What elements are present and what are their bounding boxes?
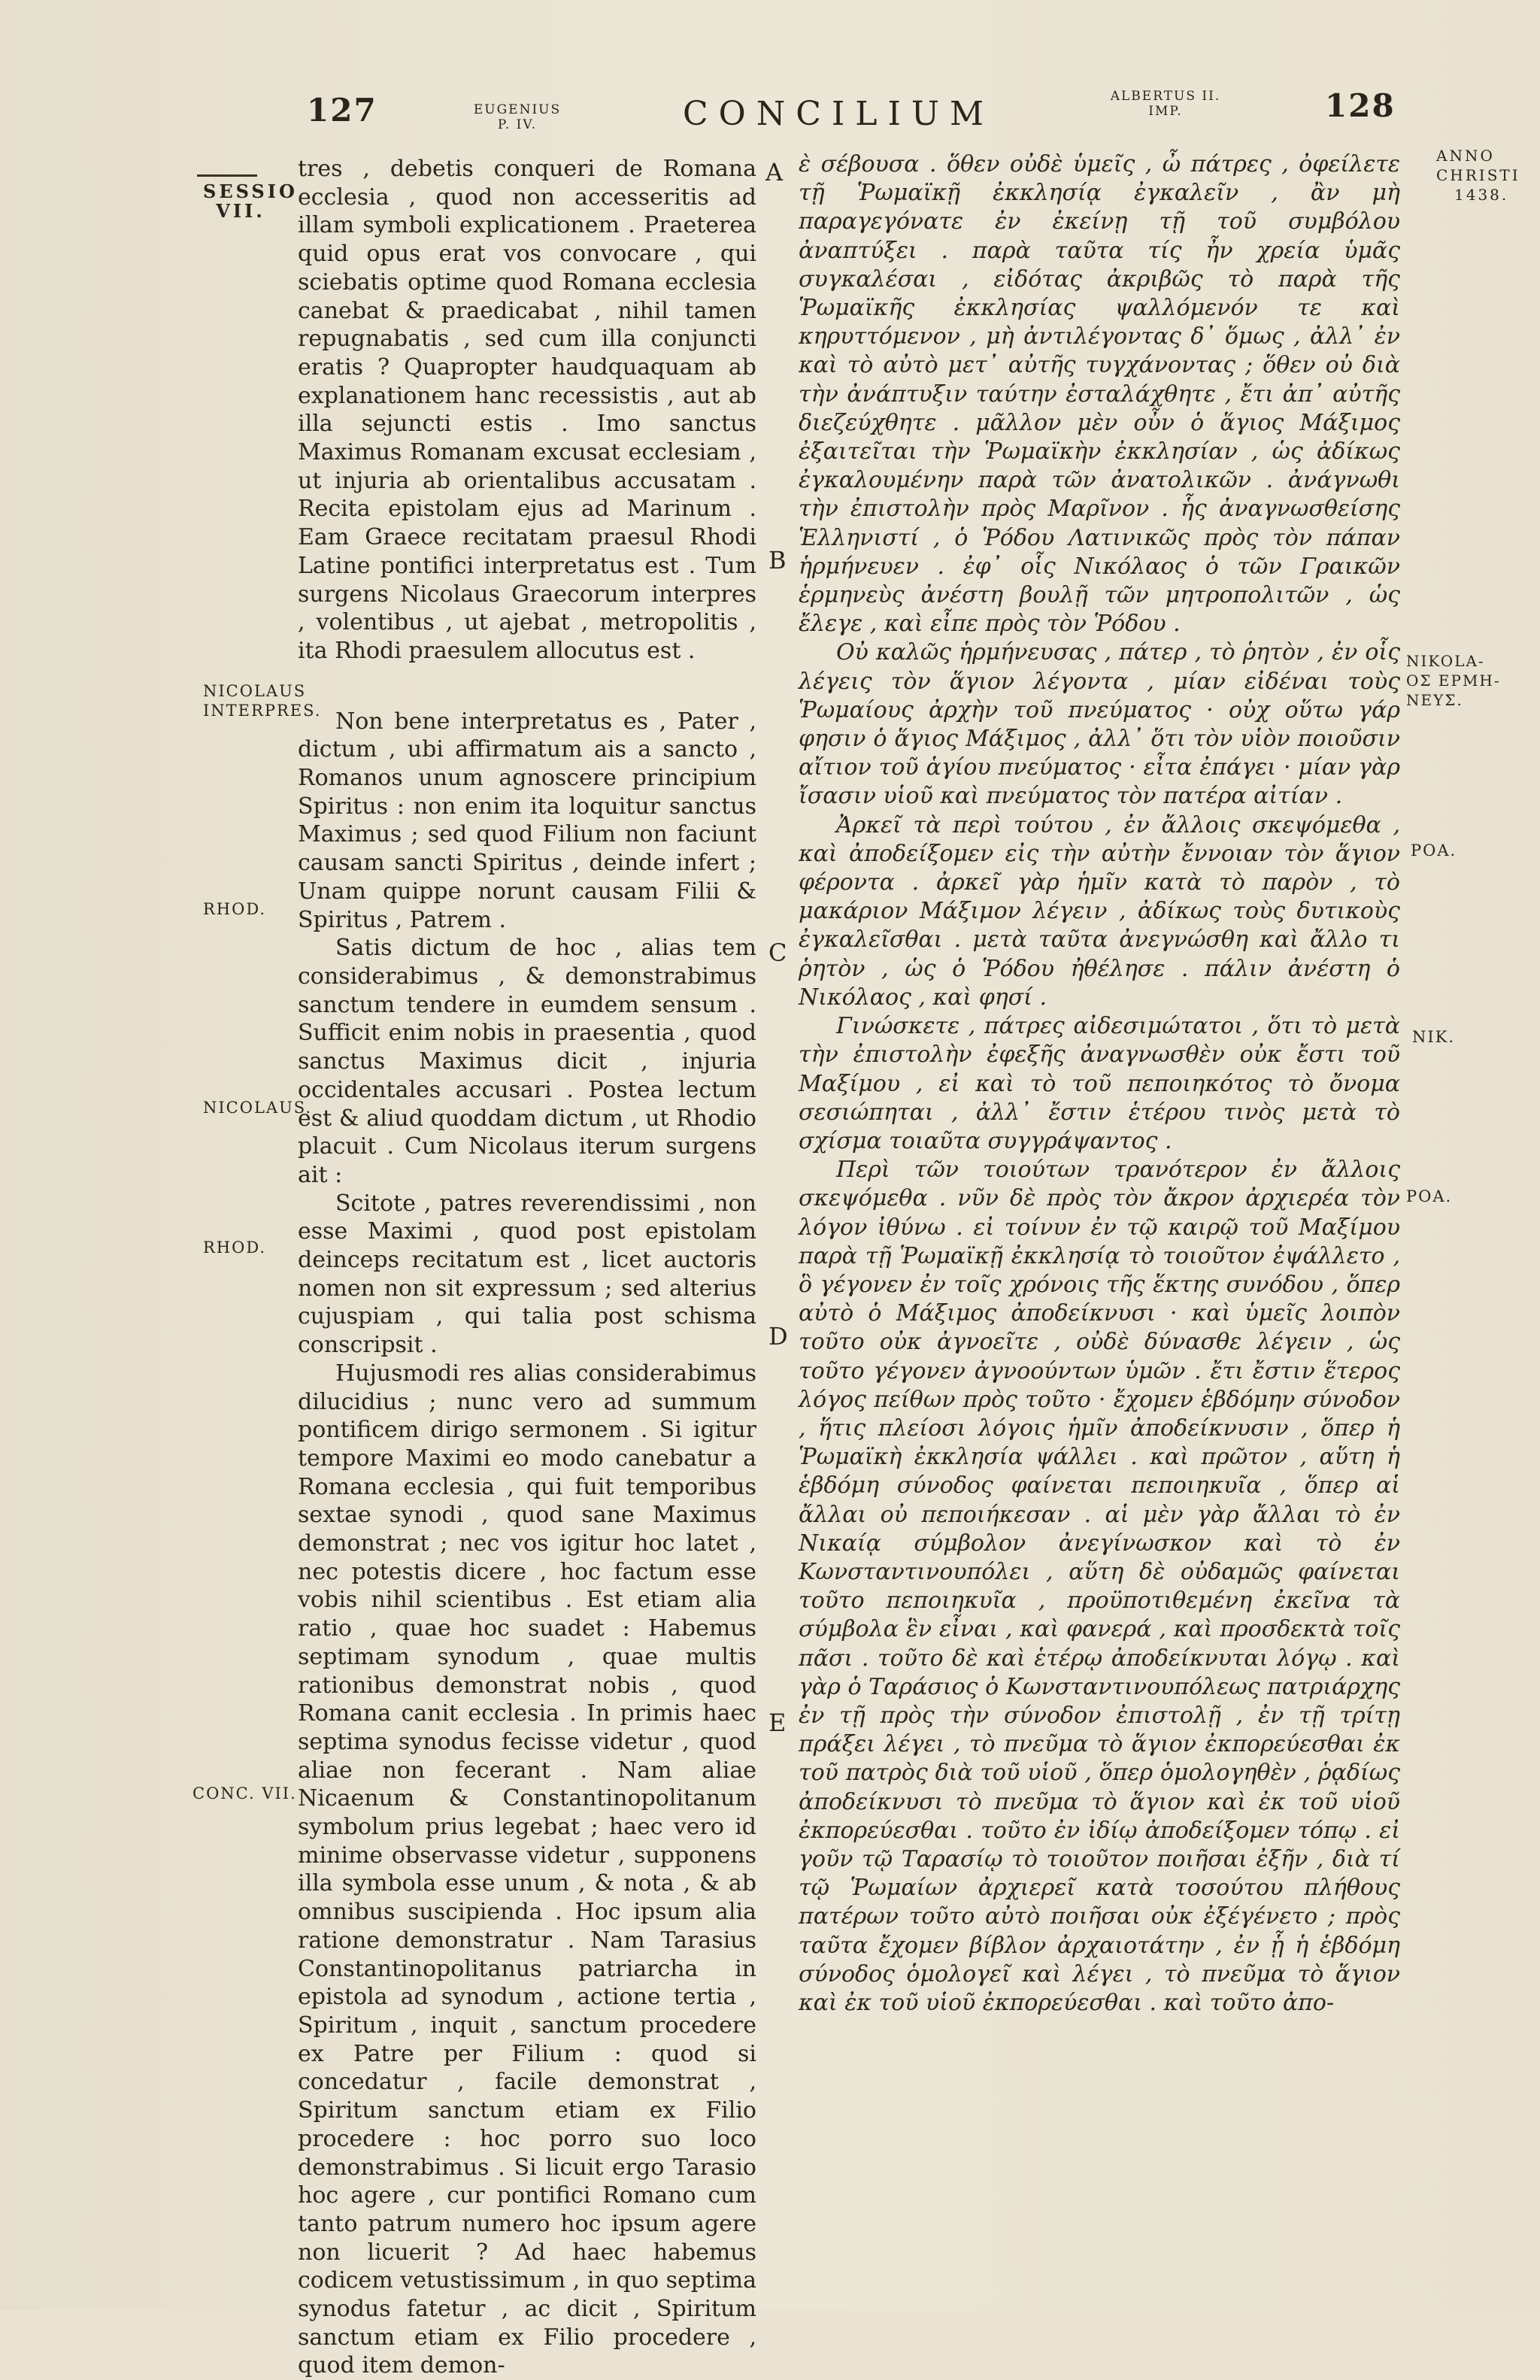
margin-note-sessio-line2: VII. <box>216 200 265 222</box>
running-head-left <box>457 102 578 162</box>
latin-paragraph-1: tres , debetis conqueri de Romana ecclesia , quod non accesseritis ad illam symboli explicationem . Praeterea quid opus erat vos convocare , qui sciebatis optime quod Romana ecclesia canebat & praedicabat , nihil tamen repugnabatis , sed cum illa conjuncti eratis ? Quapropter haudquaquam ab explanationem hanc recessistis , aut ab illa sejuncti estis . Imo sanctus Maximus Romanam excusat ecclesiam , ut injuria ab orientalibus accusatam . Recita epistolam ejus ad Marinum . Eam Graece recitatam praesul Rhodi Latine pontifici interpretatus est . Tum surgens Nicolaus Graecorum interpres , volentibus , ut ajebat , metropolitis , ita Rhodi praesulem allocutus est . <box>298 156 756 664</box>
section-letter-b: B <box>768 546 787 575</box>
margin-note-roa-1: POA. <box>1411 841 1457 860</box>
latin-paragraph-3: Satis dictum de hoc , alias tem considerabimus , & demonstrabimus sanctum tendere in eumdem sensum . Sufficit enim nobis in praesentia , quod sanctus Maximus dicit , injuria occidentales accusari . Postea lectum est & aliud quoddam dictum , ut Rhodio placuit . Cum Nicolaus iterum surgens ait : <box>298 935 756 1188</box>
margin-note-nik: NIK. <box>1412 1028 1456 1046</box>
latin-paragraph-4: Scitote , patres reverendissimi , non esse Maximi , quod post epistolam deinceps recitatum est , licet auctoris nomen non sit expressum ; sed alterius cujuspiam , qui talia post schisma conscripsit . <box>298 1190 756 1359</box>
margin-note-anno-line2: CHRISTI <box>1436 166 1520 184</box>
page-title: CONCILIUM <box>683 95 995 133</box>
greek-column <box>799 150 1400 2018</box>
margin-note-conc-vii: CONC. VII. <box>192 1784 297 1802</box>
greek-paragraph-4: Γινώσκετε , πάτρες αἰδεσιμώτατοι , ὅτι τὸ μετὰ τὴν ἐπιστολὴν ἐφεξῆς ἀναγνωσθὲν οὐκ ἔστι τοῦ Μαξίμου , εἰ καὶ τὸ τοῦ πεποιηκότος τὸ ὄνομα σεσιώπηται , ἀλλ᾽ ἔστιν ἑτέρου τινὸς μετὰ τὸ σχίσμα τοιαῦτα συγγράψαντος . <box>799 1013 1400 1154</box>
margin-note-roa-2: POA. <box>1406 1187 1453 1205</box>
running-head-left-line2: P. IV. <box>497 117 538 132</box>
greek-paragraph-3: Ἀρκεῖ τὰ περὶ τούτου , ἐν ἄλλοις σκεψόμεθα , καὶ ἀποδείξομεν εἰς τὴν αὐτὴν ἔννοιαν τὸν ἅγιον φέροντα . ἀρκεῖ γὰρ ἡμῖν κατὰ τὸ παρὸν , τὸ μακάριον Μάξιμον λέγειν , ἀδίκως τοὺς δυτικοὺς ἐγκαλεῖσθαι . μετὰ ταῦτα ἀνεγνώσθη καὶ ἄλλο τι ῥητὸν , ὡς ὁ Ῥόδου ἠθέλησε . πάλιν ἀνέστη ὁ Νικόλαος , καὶ φησί . <box>799 811 1400 1011</box>
running-head-right-line1: ALBERTUS II. <box>1110 89 1221 104</box>
page-number-right: 128 <box>1325 87 1396 124</box>
section-letter-d: D <box>768 1322 788 1351</box>
running-head-right <box>1083 89 1248 149</box>
latin-paragraph-5: Hujusmodi res alias considerabimus dilucidius ; nunc vero ad summum pontificem dirigo sermonem . Si igitur tempore Maximi eo modo canebatur a Romana ecclesia , qui fuit temporibus sextae synodi , quod sane Maximus demonstrat ; nec vos igitur hoc latet , nec potestis dicere , hoc factum esse vobis nihil scientibus . Est etiam alia ratio , quae hoc suadet : Habemus septimam synodum , quae multis rationibus demonstrat nobis , quod Romana canit ecclesia . In primis haec septima synodus fecisse videtur , quod aliae non fecerant . Nam aliae Nicaenum & Constantinopolitanum symbolum prius legebat ; haec vero id minime observasse videtur , supponens illa symbola esse unum , & nota , & ab omnibus suscipienda . Hoc ipsum alia ratione demonstratur . Nam Tarasius Constantinopolitanus patriarcha in epistola ad synodum , actione tertia , Spiritum , inquit , sanctum procedere ex Patre per Filium : quod si concedatur , facile demonstrat , Spiritum sanctum etiam ex Filio procedere : hoc porro suo loco demonstrabimus . Si licuit ergo Tarasio hoc agere , cur pontifici Romano cum tanto patrum numero hoc ipsum agere non licuerit ? Ad haec habemus codicem vetustissimum , in quo septima synodus fatetur , ac dicit , Spiritum sanctum etiam ex Filio procedere , quod item demon- <box>298 1360 756 2379</box>
margin-note-nikolaos-line1: NIKOLA- <box>1406 652 1485 670</box>
margin-rule <box>197 174 257 177</box>
latin-paragraph-2: Non bene interpretatus es , Pater , dictum , ubi affirmatum ais a sancto , Romanos unum agnoscere principium Spiritus : non enim ita loquitur sanctus Maximus ; sed quod Filium non faciunt causam sancti Spiritus , deinde infert ; Unam quippe norunt causam Filii & Spiritus , Patrem . <box>298 708 756 933</box>
margin-note-anno-line3: 1438. <box>1454 186 1509 204</box>
margin-note-anno-line1: ANNO <box>1436 147 1495 165</box>
latin-column <box>298 155 756 2380</box>
greek-paragraph-5: Περὶ τῶν τοιούτων τρανότερον ἐν ἄλλοις σκεψόμεθα . νῦν δὲ πρὸς τὸν ἄκρον ἀρχιερέα τὸν λόγον ἰθύνω . εἰ τοίνυν ἐν τῷ καιρῷ τοῦ Μαξίμου παρὰ τῇ Ῥωμαϊκῇ ἐκκλησίᾳ τὸ τοιοῦτον ἐψάλλετο , ὃ γέγονεν ἐν τοῖς χρόνοις τῆς ἕκτης συνόδου , ὅπερ αὐτὸ ὁ Μάξιμος ἀποδείκνυσι · καὶ ὑμεῖς λοιπὸν τοῦτο οὐκ ἀγνοεῖτε , οὐδὲ δύνασθε λέγειν , ὡς τοῦτο γέγονεν ἀγνοούντων ὑμῶν . ἔτι ἔστιν ἕτερος λόγος πείθων πρὸς τοῦτο · ἔχομεν ἑβδόμην σύνοδον , ἥτις πλείοσι λόγοις ἡμῖν ἀποδείκνυσιν , ὅπερ ἡ Ῥωμαϊκὴ ἐκκλησία ψάλλει . καὶ πρῶτον , αὕτη ἡ ἑβδόμη σύνοδος φαίνεται πεποιηκυῖα , ὅπερ αἱ ἄλλαι οὐ πεποιήκεσαν . αἱ μὲν γὰρ ἄλλαι τὸ ἐν Νικαίᾳ σύμβολον ἀνεγίνωσκον καὶ τὸ ἐν Κωνσταντινουπόλει , αὕτη δὲ οὐδαμῶς φαίνεται τοῦτο πεποιηκυῖα , προϋποτιθεμένη ἐκεῖνα τὰ σύμβολα ἓν εἶναι , καὶ φανερά , καὶ προσδεκτὰ τοῖς πᾶσι . τοῦτο δὲ καὶ ἑτέρῳ ἀποδείκνυται λόγῳ . καὶ γὰρ ὁ Ταράσιος ὁ Κωνσταντινουπόλεως πατριάρχης ἐν τῇ πρὸς τὴν σύνοδον ἐπιστολῇ , ἐν τῇ τρίτῃ πράξει λέγει , τὸ πνεῦμα τὸ ἅγιον ἐκπορεύεσθαι ἐκ τοῦ πατρὸς διὰ τοῦ υἱοῦ , ὅπερ ὁμολογηθὲν , ῥᾳδίως ἀποδείκνυσι τὸ πνεῦμα τὸ ἅγιον καὶ ἐκ τοῦ υἱοῦ ἐκπορεύεσθαι . τοῦτο ἐν ἰδίῳ ἀποδείξομεν τόπῳ . εἰ γοῦν τῷ Ταρασίῳ τὸ τοιοῦτον ποιῆσαι ἐξῆν , διὰ τί τῷ Ῥωμαίων ἀρχιερεῖ κατὰ τοσούτου πλήθους πατέρων τοῦτο αὐτὸ ποιῆσαι οὐκ ἐξέγένετο ; πρὸς ταῦτα ἔχομεν βίβλον ἀρχαιοτάτην , ἐν ᾗ ἡ ἑβδόμη σύνοδος ὁμολογεῖ καὶ λέγει , τὸ πνεῦμα τὸ ἅγιον καὶ ἐκ τοῦ υἱοῦ ἐκπορεύεσθαι . καὶ τοῦτο ἀπο- <box>799 1157 1400 2016</box>
section-letter-e: E <box>768 1708 787 1737</box>
margin-note-nicolaus-2: NICOLAUS. <box>203 1099 313 1117</box>
margin-note-nicolaus-interpres-line2: INTERPRES. <box>203 702 322 720</box>
running-head-right-line2: IMP. <box>1148 104 1183 119</box>
margin-note-rhod-1: RHOD. <box>203 900 267 918</box>
margin-note-nicolaus-interpres-line1: NICOLAUS <box>203 682 307 700</box>
margin-note-sessio <box>203 180 298 222</box>
margin-note-nikolaos <box>1406 651 1501 710</box>
page-number-left: 127 <box>307 92 377 129</box>
margin-note-anno-christi <box>1436 146 1526 205</box>
margin-note-nikolaos-line2: OΣ EPMH- <box>1406 672 1501 690</box>
section-letter-c: C <box>768 938 787 967</box>
running-head-left-line1: EUGENIUS <box>473 102 562 117</box>
margin-note-nikolaos-line3: NEYΣ. <box>1406 691 1463 709</box>
margin-note-sessio-line1: SESSIO <box>203 180 298 202</box>
greek-paragraph-1: ὲ σέβουσα . ὅθεν οὐδὲ ὑμεῖς , ὦ πάτρες , ὀφείλετε τῇ Ῥωμαϊκῇ ἐκκλησίᾳ ἐγκαλεῖν , ἂν μὴ παραγεγόνατε ἐν ἐκείνῃ τῇ τοῦ συμβόλου ἀναπτύξει . παρὰ ταῦτα τίς ἦν χρεία ὑμᾶς συγκαλέσαι , εἰδότας ἀκριβῶς τὸ παρὰ τῆς Ῥωμαϊκῆς ἐκκλησίας ψαλλόμενόν τε καὶ κηρυττόμενον , μὴ ἀντιλέγοντας δ᾽ ὅμως , ἀλλ᾽ ἐν καὶ τὸ αὐτὸ μετ᾽ αὐτῆς τυγχάνοντας ; ὅθεν οὐ διὰ τὴν ἀνάπτυξιν ταύτην ἐσταλάχθητε , ἔτι ἀπ᾽ αὐτῆς διεζεύχθητε . μᾶλλον μὲν οὖν ὁ ἅγιος Μάξιμος ἐξαιτεῖται τὴν Ῥωμαϊκὴν ἐκκλησίαν , ὡς ἀδίκως ἐγκαλουμένην παρὰ τῶν ἀνατολικῶν . ἀνάγνωθι τὴν ἐπιστολὴν πρὸς Μαρῖνον . ἧς ἀναγνωσθείσης Ἑλληνιστί , ὁ Ῥόδου Λατινικῶς πρὸς τὸν πάπαν ἡρμήνευεν . ἐφ᾽ οἷς Νικόλαος ὁ τῶν Γραικῶν ἑρμηνεὺς ἀνέστη βουλῇ τῶν μητροπολιτῶν , ὡς ἔλεγε , καὶ εἶπε πρὸς τὸν Ῥόδου . <box>799 151 1400 638</box>
greek-paragraph-2: Οὐ καλῶς ἡρμήνευσας , πάτερ , τὸ ῥητὸν , ἐν οἷς λέγεις τὸν ἅγιον λέγοντα , μίαν εἰδέναι τοὺς Ῥωμαίους ἀρχὴν τοῦ πνεύματος · οὐχ οὕτω γάρ φησιν ὁ ἅγιος Μάξιμος , ἀλλ᾽ ὅτι τὸν υἱὸν ποιοῦσιν αἴτιον τοῦ ἁγίου πνεύματος · εἶτα ἐπάγει · μίαν γὰρ ἴσασιν υἱοῦ καὶ πνεύματος τὸν πατέρα αἰτίαν . <box>799 639 1400 810</box>
margin-note-rhod-2: RHOD. <box>203 1239 267 1257</box>
section-letter-a: A <box>765 158 784 186</box>
